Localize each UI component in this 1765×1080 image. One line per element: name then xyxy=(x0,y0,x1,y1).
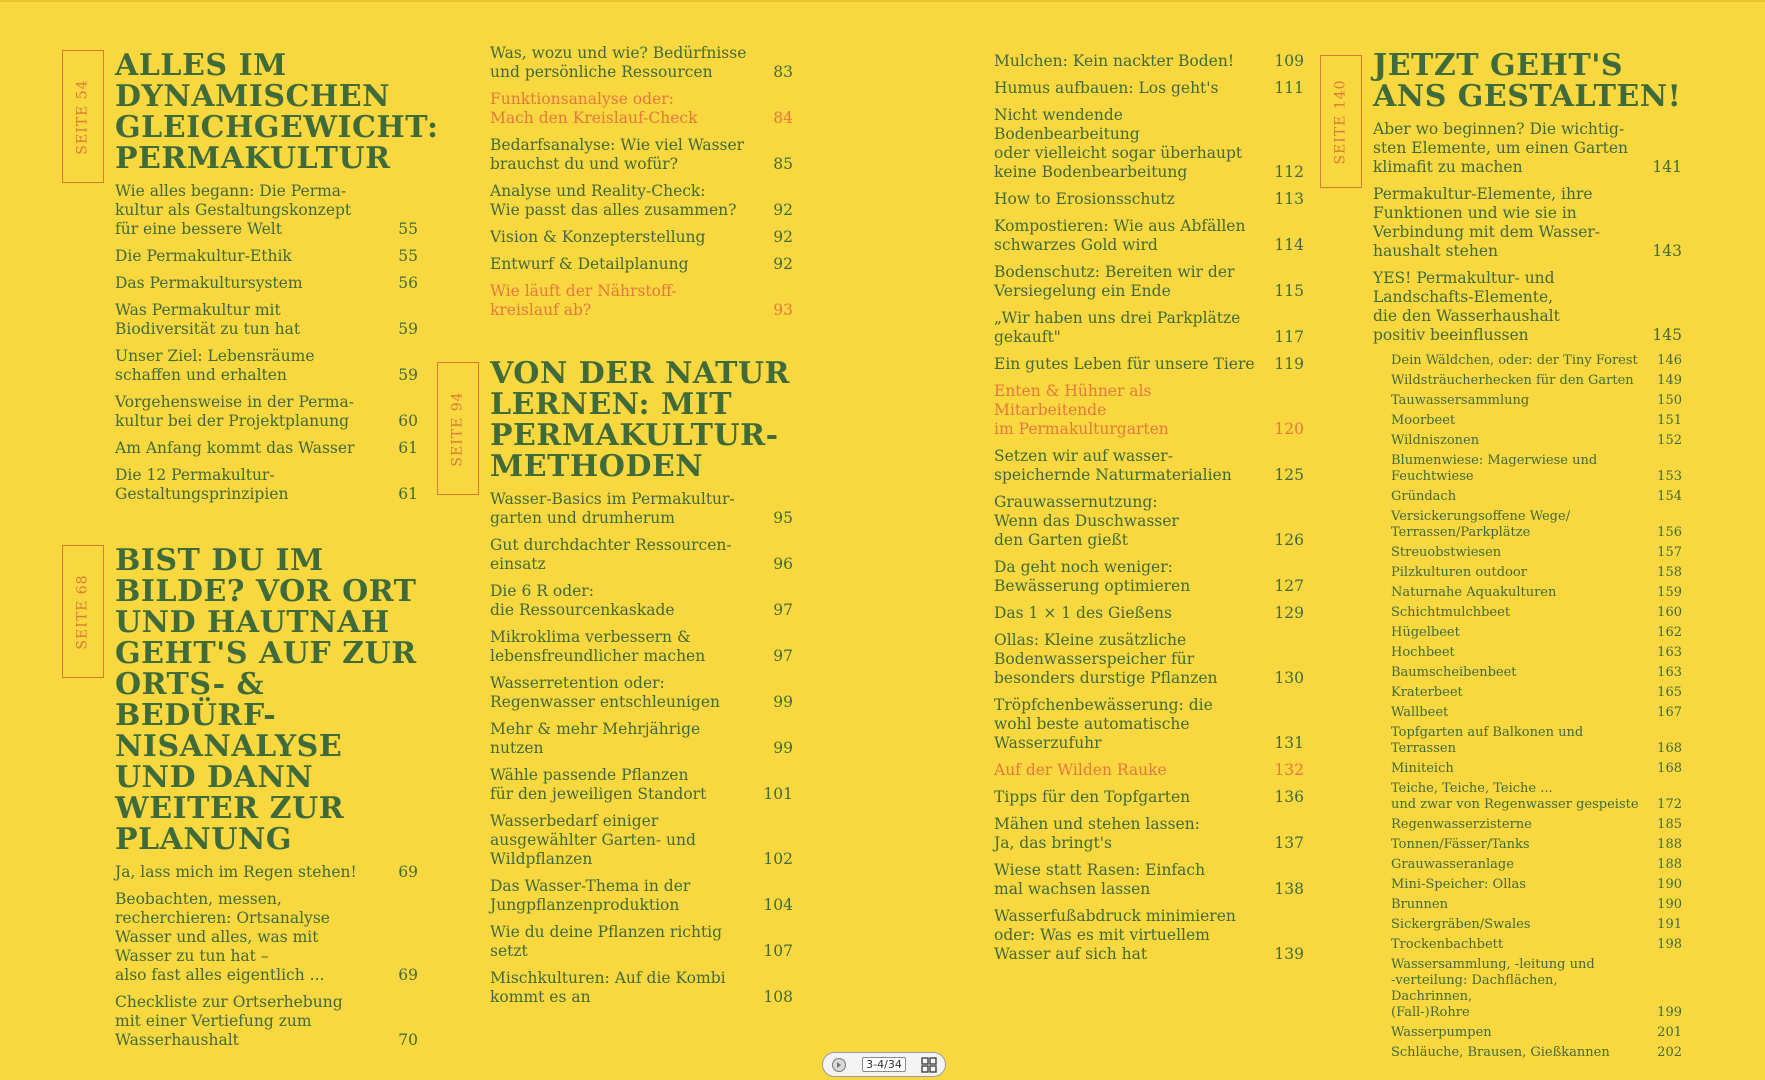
section-badge xyxy=(437,362,479,495)
toc-entry-page: 127 xyxy=(1274,577,1304,595)
toc-entry xyxy=(1391,937,1682,953)
toc-entry-page: 138 xyxy=(1274,880,1304,898)
badge-label: SEITE 140 xyxy=(1333,78,1350,165)
page-navigator xyxy=(822,1052,946,1077)
toc-entry xyxy=(1391,1045,1682,1061)
toc-entry-title: Brunnen xyxy=(1391,897,1448,912)
toc-entry-page: 108 xyxy=(763,988,793,1006)
toc-entry-page: 190 xyxy=(1657,877,1682,892)
toc-entry xyxy=(994,631,1304,688)
toc-entry-title: Gründach xyxy=(1391,489,1457,504)
toc-entry-page: 190 xyxy=(1657,897,1682,912)
toc-entry xyxy=(994,761,1304,780)
toc-entry-title: Wasserbedarf einiger ausgewählter Garten- und Wildpflanzen xyxy=(490,812,696,868)
toc-entry-page: 136 xyxy=(1274,788,1304,806)
toc-entry-title: Hochbeet xyxy=(1391,645,1455,660)
toc-entry xyxy=(994,815,1304,853)
toc-entry-title: Permakultur-Elemente, ihre Funktionen und wie sie in Verbindung mit dem Wasser- haushalt stehen xyxy=(1373,185,1601,260)
toc-entry-page: 101 xyxy=(763,785,793,803)
toc-entry-title: Wildniszonen xyxy=(1391,433,1480,448)
toc-entry-page: 70 xyxy=(398,1031,418,1049)
toc-entry-page: 120 xyxy=(1274,420,1304,438)
toc-entry-title: Mehr & mehr Mehrjährige nutzen xyxy=(490,720,701,757)
toc-entry-page: 130 xyxy=(1274,669,1304,687)
toc-entry-title: Gut durchdachter Ressourcen- einsatz xyxy=(490,536,732,573)
toc-entry-page: 115 xyxy=(1274,282,1304,300)
toc-entry xyxy=(1391,877,1682,893)
toc-entry-page: 139 xyxy=(1274,945,1304,963)
toc-entry-title: Wasserpumpen xyxy=(1391,1025,1492,1040)
toc-entry-page: 163 xyxy=(1657,645,1682,660)
toc-entry-title: Auf der Wilden Rauke xyxy=(994,761,1167,779)
toc-entry xyxy=(1373,120,1682,177)
toc-entry-page: 92 xyxy=(773,228,793,246)
toc-entry-page: 61 xyxy=(398,439,418,457)
toc-entry-title: Grauwassernutzung: Wenn das Duschwasser den Garten gießt xyxy=(994,493,1179,549)
toc-entry-page: 201 xyxy=(1657,1025,1682,1040)
toc-entry xyxy=(490,877,793,915)
toc-entry xyxy=(490,44,793,82)
section-badge xyxy=(1320,55,1362,188)
toc-entry xyxy=(1391,957,1682,1021)
toc-entry-page: 153 xyxy=(1657,469,1682,484)
toc-entry xyxy=(115,466,418,504)
toc-entry xyxy=(1391,857,1682,873)
toc-entry-page: 59 xyxy=(398,320,418,338)
toc-entry-page: 188 xyxy=(1657,837,1682,852)
toc-entry-page: 160 xyxy=(1657,605,1682,620)
toc-entry-title: Wildsträucherhecken für den Garten xyxy=(1391,373,1634,388)
toc-entry xyxy=(1391,585,1682,601)
toc-entry-title: Das Wasser-Thema in der Jungpflanzenproduktion xyxy=(490,877,691,914)
toc-entry-page: 56 xyxy=(398,274,418,292)
toc-entry xyxy=(490,674,793,712)
toc-entry xyxy=(994,907,1304,964)
toc-entry-page: 163 xyxy=(1657,665,1682,680)
toc-entry xyxy=(1391,353,1682,369)
toc-entry-title: „Wir haben uns drei Parkplätze gekauft" xyxy=(994,309,1241,346)
toc-entry xyxy=(1391,1025,1682,1041)
toc-entry-title: Vorgehensweise in der Perma- kultur bei der Projektplanung xyxy=(115,393,354,430)
toc-entry-page: 112 xyxy=(1274,163,1304,181)
toc-entry-page: 95 xyxy=(773,509,793,527)
toc-entry-page: 92 xyxy=(773,255,793,273)
toc-entry-title: Humus aufbauen: Los geht's xyxy=(994,79,1219,97)
section-block-continued xyxy=(490,44,793,328)
toc-entry xyxy=(490,582,793,620)
toc-entry-title: Vision & Konzepterstellung xyxy=(490,228,706,246)
toc-entry-title: Grauwasseranlage xyxy=(1391,857,1514,872)
toc-entry-title: Blumenwiese: Magerwiese und Feuchtwiese xyxy=(1391,453,1598,484)
toc-entry-title: Ollas: Kleine zusätzliche Bodenwasserspeicher für besonders durstige Pflanzen xyxy=(994,631,1218,687)
toc-entry xyxy=(490,182,793,220)
toc-entry-page: 111 xyxy=(1274,79,1304,97)
toc-entry-title: Enten & Hühner als Mitarbeitende im Permakulturgarten xyxy=(994,382,1169,438)
badge-label: SEITE 54 xyxy=(75,78,92,155)
toc-entry-page: 55 xyxy=(398,247,418,265)
toc-entry xyxy=(994,52,1304,71)
toc-entry xyxy=(994,79,1304,98)
toc-entry-title: Wiese statt Rasen: Einfach mal wachsen lassen xyxy=(994,861,1206,898)
toc-entry-page: 109 xyxy=(1274,52,1304,70)
toc-entry xyxy=(994,788,1304,807)
toc-entry xyxy=(1391,837,1682,853)
toc-entry-page: 117 xyxy=(1274,328,1304,346)
toc-entry-page: 152 xyxy=(1657,433,1682,448)
section-block xyxy=(1373,50,1682,1065)
toc-list xyxy=(1373,120,1682,345)
toc-entry xyxy=(994,493,1304,550)
toc-entry xyxy=(1391,645,1682,661)
toc-entry xyxy=(115,890,418,985)
toc-entry-title: Ja, lass mich im Regen stehen! xyxy=(115,863,357,881)
toc-entry-title: Kompostieren: Wie aus Abfällen schwarzes Gold wird xyxy=(994,217,1246,254)
toc-entry xyxy=(1391,489,1682,505)
toc-entry-title: Tonnen/Fässer/Tanks xyxy=(1391,837,1530,852)
section-badge xyxy=(62,50,104,183)
toc-entry-title: Was Permakultur mit Biodiversität zu tun hat xyxy=(115,301,301,338)
toc-entry-title: Baumscheibenbeet xyxy=(1391,665,1517,680)
toc-entry-title: Tipps für den Topfgarten xyxy=(994,788,1191,806)
toc-entry xyxy=(1391,545,1682,561)
toc-entry xyxy=(994,604,1304,623)
toc-entry-title: Dein Wäldchen, oder: der Tiny Forest xyxy=(1391,353,1638,368)
toc-entry xyxy=(115,347,418,385)
toc-entry-title: Das Permakultursystem xyxy=(115,274,303,292)
toc-entry-title: Schläuche, Brausen, Gießkannen xyxy=(1391,1045,1610,1060)
toc-entry-title: Teiche, Teiche, Teiche ... und zwar von Regenwasser gespeiste xyxy=(1391,781,1639,812)
toc-entry xyxy=(490,628,793,666)
page-indicator[interactable]: 3-4/34 xyxy=(862,1057,906,1072)
toc-entry xyxy=(1391,393,1682,409)
toc-entry-page: 129 xyxy=(1274,604,1304,622)
toc-entry-page: 168 xyxy=(1657,761,1682,776)
toc-entry xyxy=(1391,817,1682,833)
toc-entry-title: Naturnahe Aquakulturen xyxy=(1391,585,1557,600)
toc-entry-page: 149 xyxy=(1657,373,1682,388)
toc-entry-page: 107 xyxy=(763,942,793,960)
toc-entry-page: 96 xyxy=(773,555,793,573)
toc-entry-page: 93 xyxy=(773,301,793,319)
toc-entry-title: YES! Permakultur- und Landschafts-Elemente, die den Wasserhaushalt positiv beeinflussen xyxy=(1373,269,1560,344)
toc-entry-page: 125 xyxy=(1274,466,1304,484)
toc-entry-title: Die 12 Permakultur- Gestaltungsprinzipien xyxy=(115,466,289,503)
toc-entry xyxy=(994,861,1304,899)
toc-entry-title: Bedarfsanalyse: Wie viel Wasser brauchst du und wofür? xyxy=(490,136,745,173)
toc-entry-page: 137 xyxy=(1274,834,1304,852)
toc-entry-page: 60 xyxy=(398,412,418,430)
toc-entry-page: 188 xyxy=(1657,857,1682,872)
toc-entry-page: 157 xyxy=(1657,545,1682,560)
section-title: BIST DU IM BILDE? VOR ORT UND HAUTNAH GEHT'S AUF ZUR ORTS- & BEDÜRF-NISANALYSE UND DANN WEITER ZUR PLANUNG xyxy=(115,543,417,857)
toc-entry-page: 156 xyxy=(1657,525,1682,540)
toc-entry-title: Moorbeet xyxy=(1391,413,1456,428)
toc-entry-title: Mischkulturen: Auf die Kombi kommt es an xyxy=(490,969,726,1006)
toc-entry xyxy=(115,247,418,266)
toc-entry-title: Die 6 R oder: die Ressourcenkaskade xyxy=(490,582,675,619)
toc-entry-page: 69 xyxy=(398,966,418,984)
toc-entry-page: 162 xyxy=(1657,625,1682,640)
toc-entry-page: 102 xyxy=(763,850,793,868)
toc-list xyxy=(115,863,418,1050)
toc-entry-page: 172 xyxy=(1657,797,1682,812)
toc-entry xyxy=(490,90,793,128)
toc-entry xyxy=(1391,453,1682,485)
toc-entry-title: Das 1 × 1 des Gießens xyxy=(994,604,1172,622)
badge-label: SEITE 94 xyxy=(450,390,467,467)
toc-entry-title: Streuobstwiesen xyxy=(1391,545,1502,560)
toc-entry xyxy=(994,696,1304,753)
toc-entry-page: 185 xyxy=(1657,817,1682,832)
toc-entry xyxy=(994,106,1304,182)
toc-entry xyxy=(115,439,418,458)
toc-entry-page: 97 xyxy=(773,601,793,619)
toc-entry-page: 146 xyxy=(1657,353,1682,368)
toc-entry-title: Bodenschutz: Bereiten wir der Versiegelung ein Ende xyxy=(994,263,1235,300)
toc-entry-title: Wasserretention oder: Regenwasser entschleunigen xyxy=(490,674,720,711)
toc-entry-title: How to Erosionsschutz xyxy=(994,190,1175,208)
toc-entry xyxy=(490,136,793,174)
toc-entry-title: Unser Ziel: Lebensräume schaffen und erhalten xyxy=(115,347,315,384)
toc-entry-title: Die Permakultur-Ethik xyxy=(115,247,292,265)
toc-entry-page: 55 xyxy=(398,220,418,238)
toc-entry xyxy=(115,993,418,1050)
toc-entry-title: Regenwasserzisterne xyxy=(1391,817,1532,832)
toc-entry xyxy=(994,217,1304,255)
toc-entry xyxy=(115,393,418,431)
toc-entry xyxy=(1391,781,1682,813)
toc-entry-page: 59 xyxy=(398,366,418,384)
toc-entry xyxy=(1391,509,1682,541)
toc-entry-title: Wie läuft der Nährstoff- kreislauf ab? xyxy=(490,282,677,319)
toc-entry-title: Tröpfchenbewässerung: die wohl beste automatische Wasserzufuhr xyxy=(994,696,1213,752)
section-title: ALLES IM DYNAMISCHEN GLEICHGEWICHT: PERMAKULTUR xyxy=(115,48,439,176)
toc-entry-title: Da geht noch weniger: Bewässerung optimieren xyxy=(994,558,1191,595)
toc-entry xyxy=(1391,705,1682,721)
badge-label: SEITE 68 xyxy=(75,573,92,650)
toc-entry xyxy=(490,228,793,247)
toc-entry-page: 92 xyxy=(773,201,793,219)
toc-entry xyxy=(1391,665,1682,681)
toc-list xyxy=(115,182,418,504)
toc-entry-title: Ein gutes Leben für unsere Tiere xyxy=(994,355,1255,373)
toc-entry-page: 154 xyxy=(1657,489,1682,504)
toc-entry xyxy=(490,923,793,961)
toc-entry-title: Versickerungsoffene Wege/ Terrassen/Parkplätze xyxy=(1391,509,1571,540)
toc-entry-title: Hügelbeet xyxy=(1391,625,1460,640)
toc-entry-title: Kraterbeet xyxy=(1391,685,1463,700)
toc-entry-title: Mulchen: Kein nackter Boden! xyxy=(994,52,1235,70)
toc-entry xyxy=(1391,917,1682,933)
toc-entry-page: 165 xyxy=(1657,685,1682,700)
toc-entry xyxy=(1373,269,1682,345)
toc-entry-page: 199 xyxy=(1657,1005,1682,1020)
toc-entry xyxy=(1391,685,1682,701)
top-border xyxy=(0,0,1765,2)
toc-entry-page: 99 xyxy=(773,739,793,757)
toc-entry xyxy=(115,182,418,239)
toc-entry-title: Beobachten, messen, recherchieren: Ortsanalyse Wasser und alles, was mit Wasser zu tun hat – also fast alles eigentlich ... xyxy=(115,890,330,984)
toc-entry-page: 158 xyxy=(1657,565,1682,580)
toc-entry-page: 141 xyxy=(1652,158,1682,176)
nav-circle-icon[interactable] xyxy=(830,1056,848,1074)
toc-entry xyxy=(994,190,1304,209)
toc-entry xyxy=(994,558,1304,596)
toc-entry xyxy=(490,720,793,758)
toc-entry-page: 191 xyxy=(1657,917,1682,932)
toc-entry-page: 150 xyxy=(1657,393,1682,408)
toc-entry-title: Wasser-Basics im Permakultur- garten und drumherum xyxy=(490,490,735,527)
toc-list xyxy=(490,44,793,320)
toc-entry-title: Funktionsanalyse oder: Mach den Kreislauf-Check xyxy=(490,90,698,127)
toc-entry xyxy=(1391,433,1682,449)
toc-entry xyxy=(115,301,418,339)
toc-entry-title: Wallbeet xyxy=(1391,705,1449,720)
toc-entry xyxy=(490,490,793,528)
toc-entry-page: 131 xyxy=(1274,734,1304,752)
toc-entry-page: 145 xyxy=(1652,326,1682,344)
toc-entry-title: Nicht wendende Bodenbearbeitung oder vielleicht sogar überhaupt keine Bodenbearbeitung xyxy=(994,106,1243,181)
toc-entry xyxy=(115,863,418,882)
toc-entry xyxy=(994,355,1304,374)
toc-entry xyxy=(1391,897,1682,913)
toc-entry-title: Trockenbachbett xyxy=(1391,937,1504,952)
toc-entry-title: Wie du deine Pflanzen richtig setzt xyxy=(490,923,723,960)
toc-entry-title: Wähle passende Pflanzen für den jeweiligen Standort xyxy=(490,766,707,803)
toc-entry-title: Checkliste zur Ortserhebung mit einer Vertiefung zum Wasserhaushalt xyxy=(115,993,343,1049)
toc-entry xyxy=(490,969,793,1007)
toc-entry-title: Mikroklima verbessern & lebensfreundlicher machen xyxy=(490,628,706,665)
toc-entry-page: 159 xyxy=(1657,585,1682,600)
toc-entry-page: 126 xyxy=(1274,531,1304,549)
toc-entry xyxy=(490,536,793,574)
section-block xyxy=(115,545,418,1058)
toc-entry-page: 198 xyxy=(1657,937,1682,952)
grid-view-icon[interactable] xyxy=(920,1056,938,1074)
toc-entry xyxy=(490,282,793,320)
toc-entry-title: Setzen wir auf wasser- speichernde Naturmaterialien xyxy=(994,447,1232,484)
toc-entry-title: Mähen und stehen lassen: Ja, das bringt's xyxy=(994,815,1200,852)
toc-entry xyxy=(1391,725,1682,757)
toc-entry-title: Wassersammlung, -leitung und -verteilung: Dachflächen, Dachrinnen, (Fall-)Rohre xyxy=(1391,957,1595,1020)
toc-entry-page: 168 xyxy=(1657,741,1682,756)
toc-entry-title: Miniteich xyxy=(1391,761,1454,776)
toc-entry xyxy=(994,382,1304,439)
toc-entry xyxy=(1391,413,1682,429)
toc-entry-page: 83 xyxy=(773,63,793,81)
toc-entry-title: Am Anfang kommt das Wasser xyxy=(115,439,355,457)
toc-entry xyxy=(1391,605,1682,621)
toc-entry xyxy=(115,274,418,293)
toc-entry-title: Was, wozu und wie? Bedürfnisse und persönliche Ressourcen xyxy=(490,44,747,81)
toc-entry-title: Topfgarten auf Balkonen und Terrassen xyxy=(1391,725,1584,756)
toc-entry-page: 113 xyxy=(1274,190,1304,208)
section-badge xyxy=(62,545,104,678)
toc-entry-page: 132 xyxy=(1274,761,1304,779)
section-block-continued xyxy=(994,52,1304,972)
toc-entry-title: Analyse und Reality-Check: Wie passt das alles zusammen? xyxy=(490,182,737,219)
toc-entry-page: 202 xyxy=(1657,1045,1682,1060)
toc-list xyxy=(994,52,1304,964)
toc-entry-title: Entwurf & Detailplanung xyxy=(490,255,689,273)
toc-sublist xyxy=(1391,353,1682,1061)
section-block xyxy=(490,358,793,1015)
toc-entry-page: 114 xyxy=(1274,236,1304,254)
section-title: JETZT GEHT'S ANS GESTALTEN! xyxy=(1373,48,1682,114)
toc-entry xyxy=(490,255,793,274)
toc-entry xyxy=(1391,625,1682,641)
toc-entry xyxy=(1373,185,1682,261)
toc-entry xyxy=(994,309,1304,347)
toc-entry-title: Tauwassersammlung xyxy=(1391,393,1530,408)
toc-entry-page: 69 xyxy=(398,863,418,881)
section-title: VON DER NATUR LERNEN: MIT PERMAKULTUR-METHODEN xyxy=(490,356,790,484)
toc-entry-page: 143 xyxy=(1652,242,1682,260)
toc-entry-page: 61 xyxy=(398,485,418,503)
toc-entry-title: Wasserfußabdruck minimieren oder: Was es mit virtuellem Wasser auf sich hat xyxy=(994,907,1236,963)
toc-entry xyxy=(1391,565,1682,581)
toc-entry xyxy=(1391,373,1682,389)
toc-entry xyxy=(490,766,793,804)
toc-entry-title: Schichtmulchbeet xyxy=(1391,605,1511,620)
toc-entry-title: Mini-Speicher: Ollas xyxy=(1391,877,1526,892)
toc-entry-page: 99 xyxy=(773,693,793,711)
toc-entry-title: Pilzkulturen outdoor xyxy=(1391,565,1527,580)
toc-entry xyxy=(994,263,1304,301)
toc-entry-title: Sickergräben/Swales xyxy=(1391,917,1531,932)
toc-entry xyxy=(490,812,793,869)
toc-entry-page: 97 xyxy=(773,647,793,665)
toc-entry-page: 85 xyxy=(773,155,793,173)
toc-entry-page: 167 xyxy=(1657,705,1682,720)
toc-entry-title: Wie alles begann: Die Perma- kultur als Gestaltungskonzept für eine bessere Welt xyxy=(115,182,352,238)
toc-entry xyxy=(1391,761,1682,777)
toc-entry-page: 84 xyxy=(773,109,793,127)
toc-list xyxy=(490,490,793,1007)
toc-entry-page: 104 xyxy=(763,896,793,914)
toc-entry-page: 119 xyxy=(1274,355,1304,373)
toc-entry xyxy=(994,447,1304,485)
toc-entry-page: 151 xyxy=(1657,413,1682,428)
section-block xyxy=(115,48,439,512)
toc-entry-title: Aber wo beginnen? Die wichtig- sten Elemente, um einen Garten klimafit zu machen xyxy=(1373,120,1629,176)
